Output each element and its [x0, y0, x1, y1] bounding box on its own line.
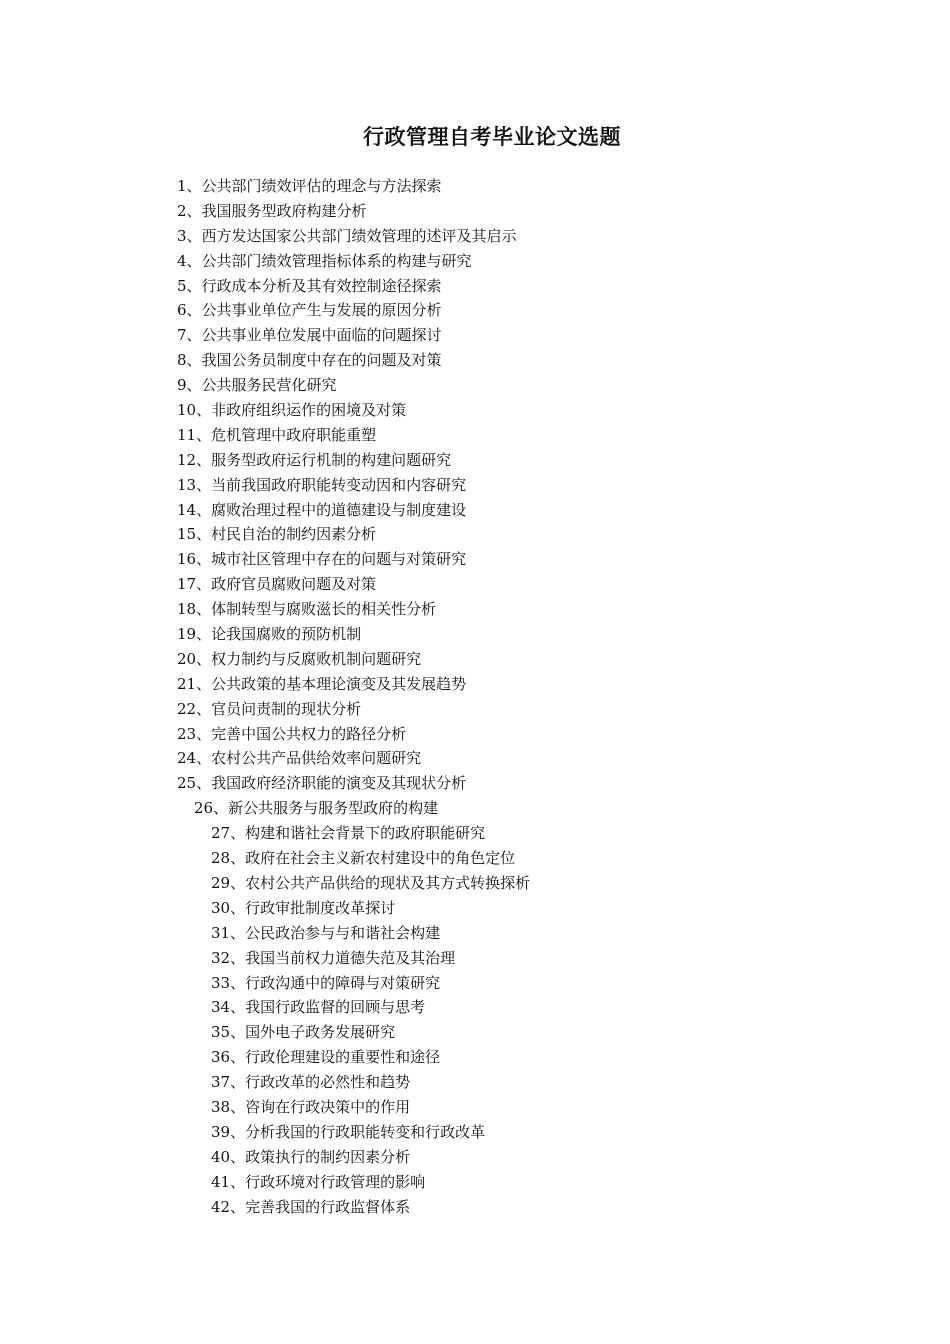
list-item: 24、农村公共产品供给效率问题研究 [177, 749, 422, 768]
list-item: 15、村民自治的制约因素分析 [177, 525, 377, 544]
list-item: 32、我国当前权力道德失范及其治理 [211, 948, 456, 967]
list-item: 26、新公共服务与服务型政府的构建 [194, 799, 439, 818]
list-item: 35、国外电子政务发展研究 [211, 1023, 396, 1042]
list-item: 36、行政伦理建设的重要性和途径 [211, 1048, 441, 1067]
list-item: 37、行政改革的必然性和趋势 [211, 1073, 411, 1092]
list-item: 16、城市社区管理中存在的问题与对策研究 [177, 550, 467, 569]
list-item: 3、西方发达国家公共部门绩效管理的述评及其启示 [177, 226, 517, 245]
topic-list [0, 174, 530, 1219]
list-item: 11、危机管理中政府职能重塑 [177, 425, 377, 444]
list-item: 6、公共事业单位产生与发展的原因分析 [177, 301, 442, 320]
list-item: 4、公共部门绩效管理指标体系的构建与研究 [177, 251, 472, 270]
list-item: 7、公共事业单位发展中面临的问题探讨 [177, 326, 442, 345]
list-item: 31、公民政治参与与和谐社会构建 [211, 923, 441, 942]
list-item: 39、分析我国的行政职能转变和行政改革 [211, 1122, 486, 1141]
list-item: 14、腐败治理过程中的道德建设与制度建设 [177, 500, 467, 519]
list-item: 28、政府在社会主义新农村建设中的角色定位 [211, 849, 516, 868]
list-item: 12、服务型政府运行机制的构建问题研究 [177, 450, 452, 469]
list-item: 10、非政府组织运作的困境及对策 [177, 401, 407, 420]
list-item: 21、公共政策的基本理论演变及其发展趋势 [177, 674, 467, 693]
list-item: 9、公共服务民营化研究 [177, 376, 337, 395]
list-item: 17、政府官员腐败问题及对策 [177, 575, 377, 594]
list-item: 8、我国公务员制度中存在的问题及对策 [177, 351, 442, 370]
list-item: 42、完善我国的行政监督体系 [211, 1197, 411, 1216]
list-item: 30、行政审批制度改革探讨 [211, 898, 396, 917]
list-item: 2、我国服务型政府构建分析 [177, 201, 367, 220]
list-item: 1、公共部门绩效评估的理念与方法探索 [177, 177, 442, 195]
list-item: 20、权力制约与反腐败机制问题研究 [177, 649, 422, 668]
list-item: 5、行政成本分析及其有效控制途径探索 [177, 276, 442, 295]
list-item: 19、论我国腐败的预防机制 [177, 625, 362, 644]
list-item: 22、官员问责制的现状分析 [177, 699, 362, 718]
list-item: 27、构建和谐社会背景下的政府职能研究 [211, 824, 486, 843]
list-item: 29、农村公共产品供给的现状及其方式转换探析 [211, 873, 531, 892]
list-item: 25、我国政府经济职能的演变及其现状分析 [177, 774, 467, 793]
list-item: 23、完善中国公共权力的路径分析 [177, 724, 407, 743]
list-item: 34、我国行政监督的回顾与思考 [211, 998, 426, 1017]
list-item: 13、当前我国政府职能转变动因和内容研究 [177, 475, 467, 494]
list-item: 41、行政环境对行政管理的影响 [211, 1172, 426, 1191]
list-item: 38、咨询在行政决策中的作用 [211, 1097, 411, 1116]
document-title: 行政管理自考毕业论文选题 [363, 124, 621, 149]
list-item: 33、行政沟通中的障碍与对策研究 [211, 973, 441, 992]
list-item: 40、政策执行的制约因素分析 [211, 1147, 411, 1166]
list-item: 18、体制转型与腐败滋长的相关性分析 [177, 600, 437, 619]
